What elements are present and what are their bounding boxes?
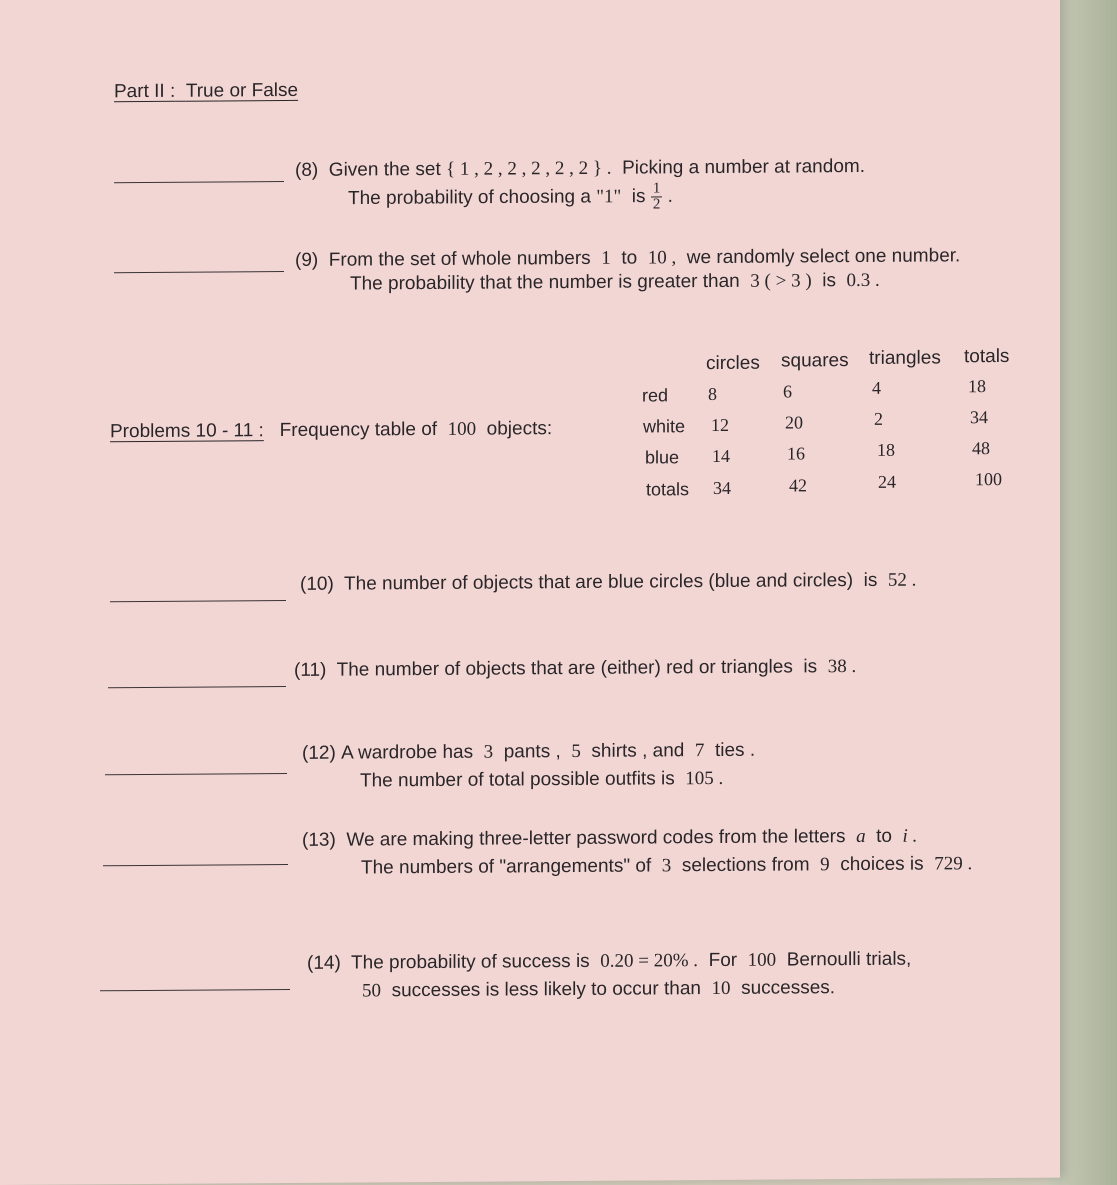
answer-blank-12[interactable] [105,773,287,775]
answer-blank-13[interactable] [103,864,288,866]
cell-blue-circles: 14 [712,445,730,467]
answer-blank-11[interactable] [108,686,286,688]
col-header-triangles: triangles [869,347,941,369]
cell-white-totals: 34 [970,407,988,428]
cell-white-circles: 12 [711,414,729,436]
row-label-white: white [643,416,686,437]
col-header-totals: totals [964,345,1010,368]
cell-red-totals: 18 [968,376,986,397]
cell-totals-totals: 100 [975,469,1002,490]
row-label-totals: totals [646,479,690,500]
cell-totals-squares: 42 [789,475,807,496]
question-14-line-1: (14) The probability of success is 0.20 = 20% . For 100 Bernoulli trials, [307,948,912,974]
cell-totals-circles: 34 [713,477,731,499]
col-header-squares: squares [781,350,849,372]
row-label-blue: blue [645,447,680,468]
answer-blank-14[interactable] [100,989,290,991]
question-13-line-2: The numbers of "arrangements" of 3 selections from 9 choices is 729 . [361,853,973,879]
cell-white-squares: 20 [785,412,803,433]
question-14-line-2: 50 successes is less likely to occur than 10 successes. [362,977,836,1002]
cell-totals-triangles: 24 [878,471,896,492]
cell-white-triangles: 2 [874,408,883,429]
cell-blue-totals: 48 [972,438,990,459]
cell-red-triangles: 4 [872,377,881,398]
question-13-line-1: (13) We are making three-letter password codes from the letters a to i . [302,825,918,851]
col-header-circles: circles [706,352,760,375]
question-9-line-2: The probability that the number is greater than 3 ( > 3 ) is 0.3 . [350,269,880,295]
problems-label: Problems 10 - 11 : [110,420,264,443]
answer-blank-9[interactable] [114,271,284,273]
problems-label-line: Problems 10 - 11 : Frequency table of 100 objects: [110,418,553,443]
fraction: $\frac{1}{2}$ [652,180,661,213]
question-11: (11) The number of objects that are (either) red or triangles is 38 . [294,656,857,681]
cell-blue-squares: 16 [787,443,805,464]
section-title: True or False [185,79,299,102]
question-12-line-1: (12) A wardrobe has 3 pants , 5 shirts , and 7 ties . [302,739,756,764]
question-9-line-1: (9) From the set of whole numbers 1 to 10 , we randomly select one number. [295,245,961,271]
question-8-line-2: The probability of choosing a "1" is $\frac{1}{2}$ . [348,180,673,213]
question-8-line-1: (8) Given the set { 1 , 2 , 2 , 2 , 2 , 2 } . Picking a number at random. [295,155,865,181]
cell-blue-triangles: 18 [877,439,895,460]
cell-red-circles: 8 [708,383,717,405]
set-notation: { 1 , 2 , 2 , 2 , 2 , 2 } . [446,157,612,180]
part-label: Part II : [114,80,176,103]
question-10: (10) The number of objects that are blue circles (blue and circles) is 52 . [300,569,917,595]
question-12-line-2: The number of total possible outfits is 105 . [360,767,724,792]
answer-blank-10[interactable] [110,600,286,602]
cell-red-squares: 6 [783,381,792,402]
answer-blank-8[interactable] [114,181,284,183]
section-heading [114,80,298,103]
row-label-red: red [642,385,669,406]
